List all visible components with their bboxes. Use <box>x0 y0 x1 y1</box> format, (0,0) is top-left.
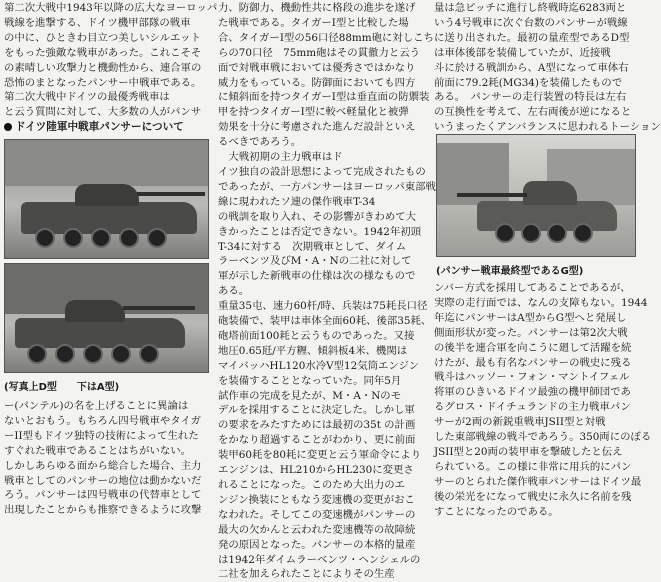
text-line: と云う質問に対して、大多数の人がパンサ <box>4 106 202 119</box>
text-line: 効果を十分に考慮された進んだ設計といえ <box>218 121 416 134</box>
text-line: ろう。パンサーは四号戦車の代替車として <box>4 489 202 502</box>
text-line: は車体後部を装備していたが、近接戦 <box>434 46 611 59</box>
text-line: た戦車である。タイガーI型と比較した場 <box>218 16 409 29</box>
text-line: ー(パンテル)の名を上げることに異論は <box>4 400 189 412</box>
text-line: ーII型もドイツ独特の技術によって生れた <box>4 429 199 442</box>
road-wheel <box>55 344 75 364</box>
text-line: 斗に於ける戦訓から、A型になって車体右 <box>434 61 629 74</box>
text-line: 将軍のひきいるドイツ最強の機甲師団であ <box>434 386 631 399</box>
text-line: しかしあらゆる面から総合した場合、主力 <box>4 459 202 472</box>
road-wheel <box>147 228 167 248</box>
text-line: 威力をもっている。防御面においても四方 <box>218 76 416 89</box>
road-wheel <box>495 223 515 243</box>
road-wheel <box>573 223 593 243</box>
text-line: 恐怖のまとなったパンサー中戦車である。 <box>4 76 202 89</box>
text-line: ある。 パンサーの走行装置の特長は左右 <box>434 91 627 104</box>
text-line: 量は急ピッチに進行し終戦時迄6283両と <box>434 2 627 14</box>
section-heading <box>4 120 214 135</box>
text-line: けたが、最も有名なパンサーの戦史に残る <box>434 356 632 369</box>
text-line: られている。この様に非常に用兵的にパン <box>434 460 632 473</box>
road-wheel <box>119 228 139 248</box>
text-line: れることになった。このため大出力のエ <box>218 479 406 491</box>
photo-panther-g <box>436 134 636 257</box>
text-line: の要求をみたすためには最初の35t の計画 <box>218 419 416 432</box>
text-line: サーが2両の新鋭重戦車JSII型と対戦 <box>434 416 606 429</box>
text-line: の互換性を考えて、左右両後が逆になると <box>434 106 632 119</box>
text-line: 出現したことからも推察できるように攻撃 <box>4 504 202 517</box>
road-wheel <box>27 344 47 364</box>
text-line: 戦線を進撃する、ドイツ機甲部隊の戦車 <box>4 16 191 29</box>
text-line: JSII型と20両の装甲車を撃破したと伝え <box>434 445 623 458</box>
text-line: 砲塔前面100耗と云うものであった。又接 <box>218 329 415 342</box>
text-line: 重量35屯、速力60杆/時、兵装は75耗長口径 <box>218 300 428 313</box>
text-line: の戦訓を取り入れ、その影響がきわめて大 <box>218 210 417 223</box>
text-line: ンバー方式を採用してあることであるが、 <box>434 282 631 294</box>
tank-turret <box>523 181 577 205</box>
text-line: 最大の欠かんと云われた変速機等の故障続 <box>218 523 416 536</box>
section-heading-text: ドイツ陸軍中戦車パンサーについて <box>15 121 184 133</box>
text-line: マイバッハHL120水冷V型12気筒エンジン <box>218 359 420 372</box>
middle-column <box>218 1 436 582</box>
road-wheel <box>63 228 83 248</box>
text-line: T-34に対する 次期戦車として、ダイム <box>218 240 407 253</box>
text-line: をかなり超過することがわかり、更に前面 <box>218 434 416 447</box>
text-line: ないとおもう。もちろん四号戦車やタイガ <box>4 414 201 427</box>
text-line: デルを採用することに決定した。しかし軍 <box>218 404 415 417</box>
text-line: きかったことは否定できない。1942年初頭 <box>218 225 422 238</box>
text-line: 前面に79.2耗(MG34)を装備したもので <box>434 76 623 89</box>
text-line: すぐれた戦車であることはちがいない。 <box>4 444 192 457</box>
text-line: エンジンは、HL210からHL230に変更さ <box>218 464 414 477</box>
text-line: 合、タイガーI型の56口径88mm砲に対しこち <box>218 31 434 44</box>
text-line: に傾斜面を持つタイガーI型は垂直面の防禦装 <box>218 91 430 104</box>
photo-panther-a <box>4 263 209 373</box>
text-line: 装甲60耗を80耗に変更と云う軍命令により <box>218 449 422 462</box>
text-line: 面で対戦車戦においては優秀さではかなり <box>218 61 416 74</box>
text-line: の後半を連合軍を向こうに廻して活躍を続 <box>434 341 632 354</box>
tank-turret <box>65 300 125 322</box>
tank-hull <box>15 318 185 348</box>
text-line: 戦斗はハッソー・フォン・マントイフェル <box>434 371 630 384</box>
tank-gun <box>457 193 527 197</box>
text-line: すことになったのである。 <box>434 505 559 518</box>
text-line: の中に、ひときわ目立つ美しいシルエット <box>4 31 201 44</box>
text-line: であったが、一方パンサーはヨーロッパ東部戦 <box>218 180 436 193</box>
text-line: 砲装備で、装甲は車体全面60耗、後部35耗、 <box>218 315 432 328</box>
text-line: 甲を持つタイガーI型に較べ軽量化と被弾 <box>218 106 409 119</box>
text-line: イツ独自の設計思想によって完成されたもの <box>218 165 426 178</box>
bullet-icon <box>4 123 12 131</box>
photo-background-building <box>5 140 208 186</box>
text-line: ンジン換装にともなう変速機の変更がおこ <box>218 493 415 506</box>
right-column-top <box>434 1 661 135</box>
text-line: 年迄にパンサーはA型からG型へと発展し <box>434 311 627 324</box>
text-line: に送り出された。最初の量産型であるD型 <box>434 31 630 44</box>
text-line: 力、防御力、機動性共に格段の進歩を遂げ <box>218 2 416 14</box>
tank-gun <box>123 306 195 310</box>
left-column-intro <box>4 1 218 120</box>
road-wheel <box>35 228 55 248</box>
text-line: の素晴しい攻撃力と機動性から、連合軍の <box>4 61 202 74</box>
photo-panther-d <box>4 139 209 259</box>
text-line: 発の原因となった。パンサーの本格的量産 <box>218 538 416 551</box>
text-line: 線に現われたソ連の傑作戦車T-34 <box>218 195 376 208</box>
text-line: いう4号戦車に次ぐ台数のパンサーが戦線 <box>434 16 628 29</box>
road-wheel <box>91 228 111 248</box>
text-line: をもった強敵な戦車があった。これこそそ <box>4 46 202 59</box>
left-column-bottom <box>4 399 214 518</box>
text-line: るべきであろう。 <box>218 136 302 149</box>
text-line: 軍が示した新戦車の仕様は次の様なもので <box>218 270 416 283</box>
text-line: 大戦初期の主力戦車はド <box>218 151 343 164</box>
road-wheel <box>111 344 131 364</box>
text-line: らの70口径 75mm砲はその貫徹力と云う <box>218 46 421 59</box>
tank-turret <box>75 184 139 206</box>
text-line: 第二次大戦中ドイツの最優秀戦車は <box>4 91 170 104</box>
text-line: なわれた。そしてこの変速機がパンサーの <box>218 508 416 521</box>
text-line: した東部戦線の戦斗であろう。350両にのぼる <box>434 431 652 444</box>
text-line: いうまったくアンバランスに思われるトーション <box>434 121 661 134</box>
text-line: 試作車の完成を見たが、M・A・Nのモ <box>218 389 402 402</box>
road-wheel <box>139 344 159 364</box>
road-wheel <box>83 344 103 364</box>
text-line: 実際の走行面では、なんの支障もない。1944 <box>434 296 648 309</box>
text-line: は1942年ダイムラーベンツ・ヘンシェルの <box>218 553 421 566</box>
text-line: ある。 <box>218 285 250 298</box>
text-line: サーのとられた傑作戦車パンサーはドイツ最 <box>434 475 642 488</box>
road-wheel <box>521 223 541 243</box>
text-line: 地圧0.65瓩/平方糎、傾斜板4米、機関は <box>218 344 408 357</box>
photo-caption-left: (写真上D型 下はA型) <box>4 382 120 393</box>
photo-caption-right: (パンサー戦車最終型であるG型) <box>436 266 584 277</box>
text-line: ラーベンツ及びM・A・Nの二社に対して <box>218 255 412 268</box>
right-column-bottom <box>434 281 652 520</box>
text-line: 側面形状が変った。パンサーは第2次大戦 <box>434 326 628 339</box>
tank-gun <box>137 192 205 196</box>
text-line: るグロス・ドイチュランドの主力戦車パン <box>434 401 631 414</box>
road-wheel <box>547 223 567 243</box>
text-line: 第二次大戦中1943年以降の広大なヨーロッパ <box>4 2 218 14</box>
text-line: 後の栄光をになって戦史に永久に名前を残 <box>434 490 632 503</box>
text-line: 戦車としてのパンサーの地位は動かないだ <box>4 474 202 487</box>
text-line: を装備することとなっていた。同年5月 <box>218 374 402 387</box>
text-line: 二社を加えられたことによりその生産 <box>218 568 395 581</box>
